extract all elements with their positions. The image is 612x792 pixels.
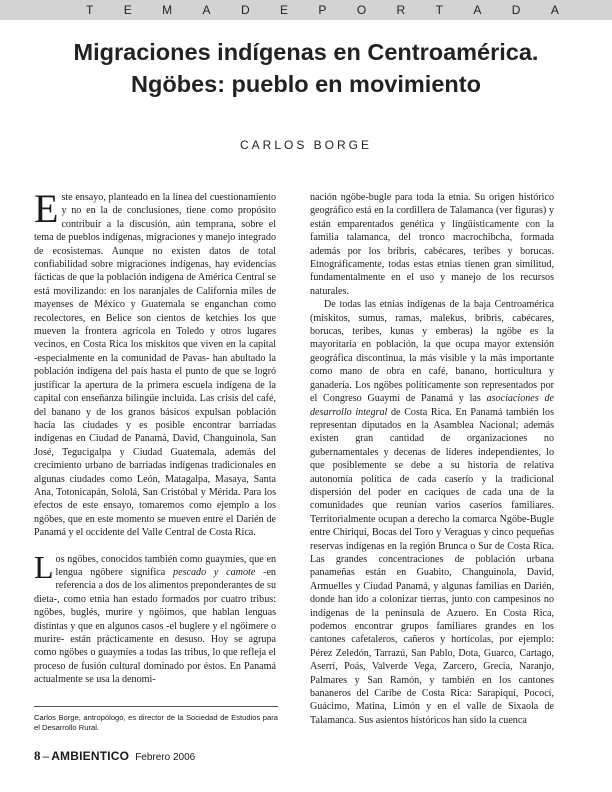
section-letter: M — [162, 3, 174, 17]
paragraph-text: os ngöbes, conocidos también como guaymíes, que en lengua ngöbere significa — [55, 553, 276, 578]
section-letter: A — [473, 3, 483, 17]
italic-phrase: pescado y camote — [173, 566, 256, 578]
section-letter: D — [511, 3, 522, 17]
magazine-name: AMBIENTICO — [51, 749, 130, 763]
paragraph-ngobes — [34, 548, 276, 687]
left-column — [34, 186, 276, 687]
paragraph-text: de Costa Rica. En Panamá también los representan diputados en la Asamblea Nacional; además existen gran cantidad de organizaciones no gubernamentales y decenas de líderes independientes, lo que posiblemente se debe a su historia de relativa autonomía política de cada caserío y la tradicional dispersión del poder en caciques de cada una de la comunidades que reunían varios caseríos familiares. Territorialmente ocupan a derecho la comarca Ngöbe-Bugle entre Chiriquí, Bocas del Toro y Veraguas y cinco pequeñas reservas indígenas en la región Brunca o Sur de Costa Rica. Las grandes concentraciones de población urbana panameñas están en Guabito, Changuinola, David, Armuelles y Ciudad Panamá, y algunas familias en Darién, donde han ido a colonizar tierras, junto con campesinos no indígenas de la península de Azuero. En Costa Rica, podemos encontrar grupos familiares grandes en los cantones cafetaleros, cañeros y hortícolas, por ejemplo: Pérez Zeledón, Tarrazú, San Pablo, Dota, Guarco, Cartago, Aserrí, Poás, Valverde Vega, Zarcero, Grecia, Naranjo, Palmares y San Ramón, y también en los cantones bananeros del Caribe de Costa Rica: Sarapiquí, Pococí, Guácimo, Matina, Limón y en el valle de Sixaola de Talamanca. Sus asientos históricos han sido la cuenca — [310, 406, 555, 726]
section-letter: T — [435, 3, 444, 17]
article-title — [30, 36, 582, 100]
section-letter: A — [550, 3, 560, 17]
section-letter: P — [318, 3, 328, 17]
author-footnote: Carlos Borge, antropólogo, es director de la Sociedad de Estudios para el Desarrollo Rural. — [34, 713, 278, 732]
page-footer — [34, 748, 195, 764]
footer-dash: – — [42, 749, 50, 763]
paragraph-intro — [34, 186, 276, 540]
title-line-1: Migraciones indígenas en Centroamérica. — [73, 39, 539, 65]
section-letter: D — [240, 3, 251, 17]
paragraph-etnias — [310, 298, 554, 727]
section-letter: T — [86, 3, 95, 17]
paragraph-text: De todas las etnias indígenas de la baja Centroamérica (miskitos, sumus, ramas, malekus, bribris, cabécares, borucas, teribes, kunas y emberas) la ngöbe es la mayoritaria en población, la que ocupa mayor extensión geográfica discontinua, la más visible y la más importante como mano de obra en café, banano, horticultura y ganadería. Los ngöbes políticamente son representados por el Congreso Guaymí de Panamá y las — [310, 299, 554, 405]
section-letter: A — [202, 3, 212, 17]
section-letter: R — [396, 3, 407, 17]
drop-cap: E — [34, 186, 59, 231]
paragraph-intro-text: ste ensayo, planteado en la línea del cuestionamiento y no en la de conclusiones, tiene como propósito contribuir a la discusión, aún temprana, sobre el tema de pueblos indígenas, migraciones y manejo integrado de ecosistemas. Aunque no existen datos de total confiabilidad sobre migraciones indígenas, hay evidencias fácticas de que la población indígena de América Central se está movilizando: en los naranjales de California miles de mayenses de México y Guatemala se enganchan como recolectores, en Belice son cientos de ketchies los que mueven la frontera agrícola en Toledo y otros lugares vecinos, en Costa Rica los miskitos que viven en la capital -especialmente en la comunidad de Pavas- han abultado la población indígena del país hasta el punto de que se logró justificar la apertura de la primera escuela indígena de la capital con enseñanza bilingüe incluida. Las crisis del café, del banano y de los granos básicos expulsan población hacia las ciudades y es posible encontrar barriadas indígenas en Ciudad de Panamá, David, Changuinola, San José, Tegucigalpa y Ciudad Guatemala, además del crecimiento urbano de barriadas indígenas tradicionales en algunas ciudades como León, Matagalpa, Masaya, Santa Ana, Totonicapán, Sololá, San Cristóbal y Mérida. Para los efectos de este ensayo, tomaremos como ejemplo a los ngöbes, que en este momento se mueven entre el Darién de Panamá y el occidente del Valle Central de Costa Rica. — [34, 192, 276, 539]
section-letter: O — [356, 3, 368, 17]
italic-phrase: asociaciones de desarrollo integral — [310, 393, 554, 418]
section-label — [0, 3, 560, 17]
page-number: 8 — [34, 748, 41, 763]
footnote-divider — [34, 706, 278, 707]
drop-cap: L — [34, 548, 54, 585]
right-column — [310, 191, 554, 727]
section-letter: E — [123, 3, 133, 17]
author-byline: CARLOS BORGE — [239, 138, 373, 152]
paragraph-text: -en referencia a dos de los alimentos preponderantes de su dieta-, como etnia han estado formados por cuatro tribus: ngöbes, buglés, murire y ngöimos, que hablan lenguas distintas y que en algunos casos -el buglere y el ngöimere o murire- están prácticamente en desuso. Hoy se agrupa como ngöbes o guaymíes a todas las tribus, lo que refleja el proceso de fusión cultural dominado por éstos. En Panamá actualmente se usa la denomi- — [34, 566, 276, 686]
paragraph-origin: nación ngöbe-bugle para toda la etnia. Su origen histórico geográfico está en la cordillera de Talamanca (ver figuras) y están emparentados genética y lingüísticamente con la familia talamanca, del tronco macrochibcha, formada además por los bribris, cabécares, teribes y borucas. Etnográficamente, todas estas etnias tienen gran similitud, fundamentalmente en el uso y manejo de los recursos naturales. — [310, 192, 554, 297]
issue-date: Febrero 2006 — [135, 752, 196, 763]
section-letter: E — [280, 3, 290, 17]
title-line-2: Ngöbes: pueblo en movimiento — [131, 71, 481, 97]
